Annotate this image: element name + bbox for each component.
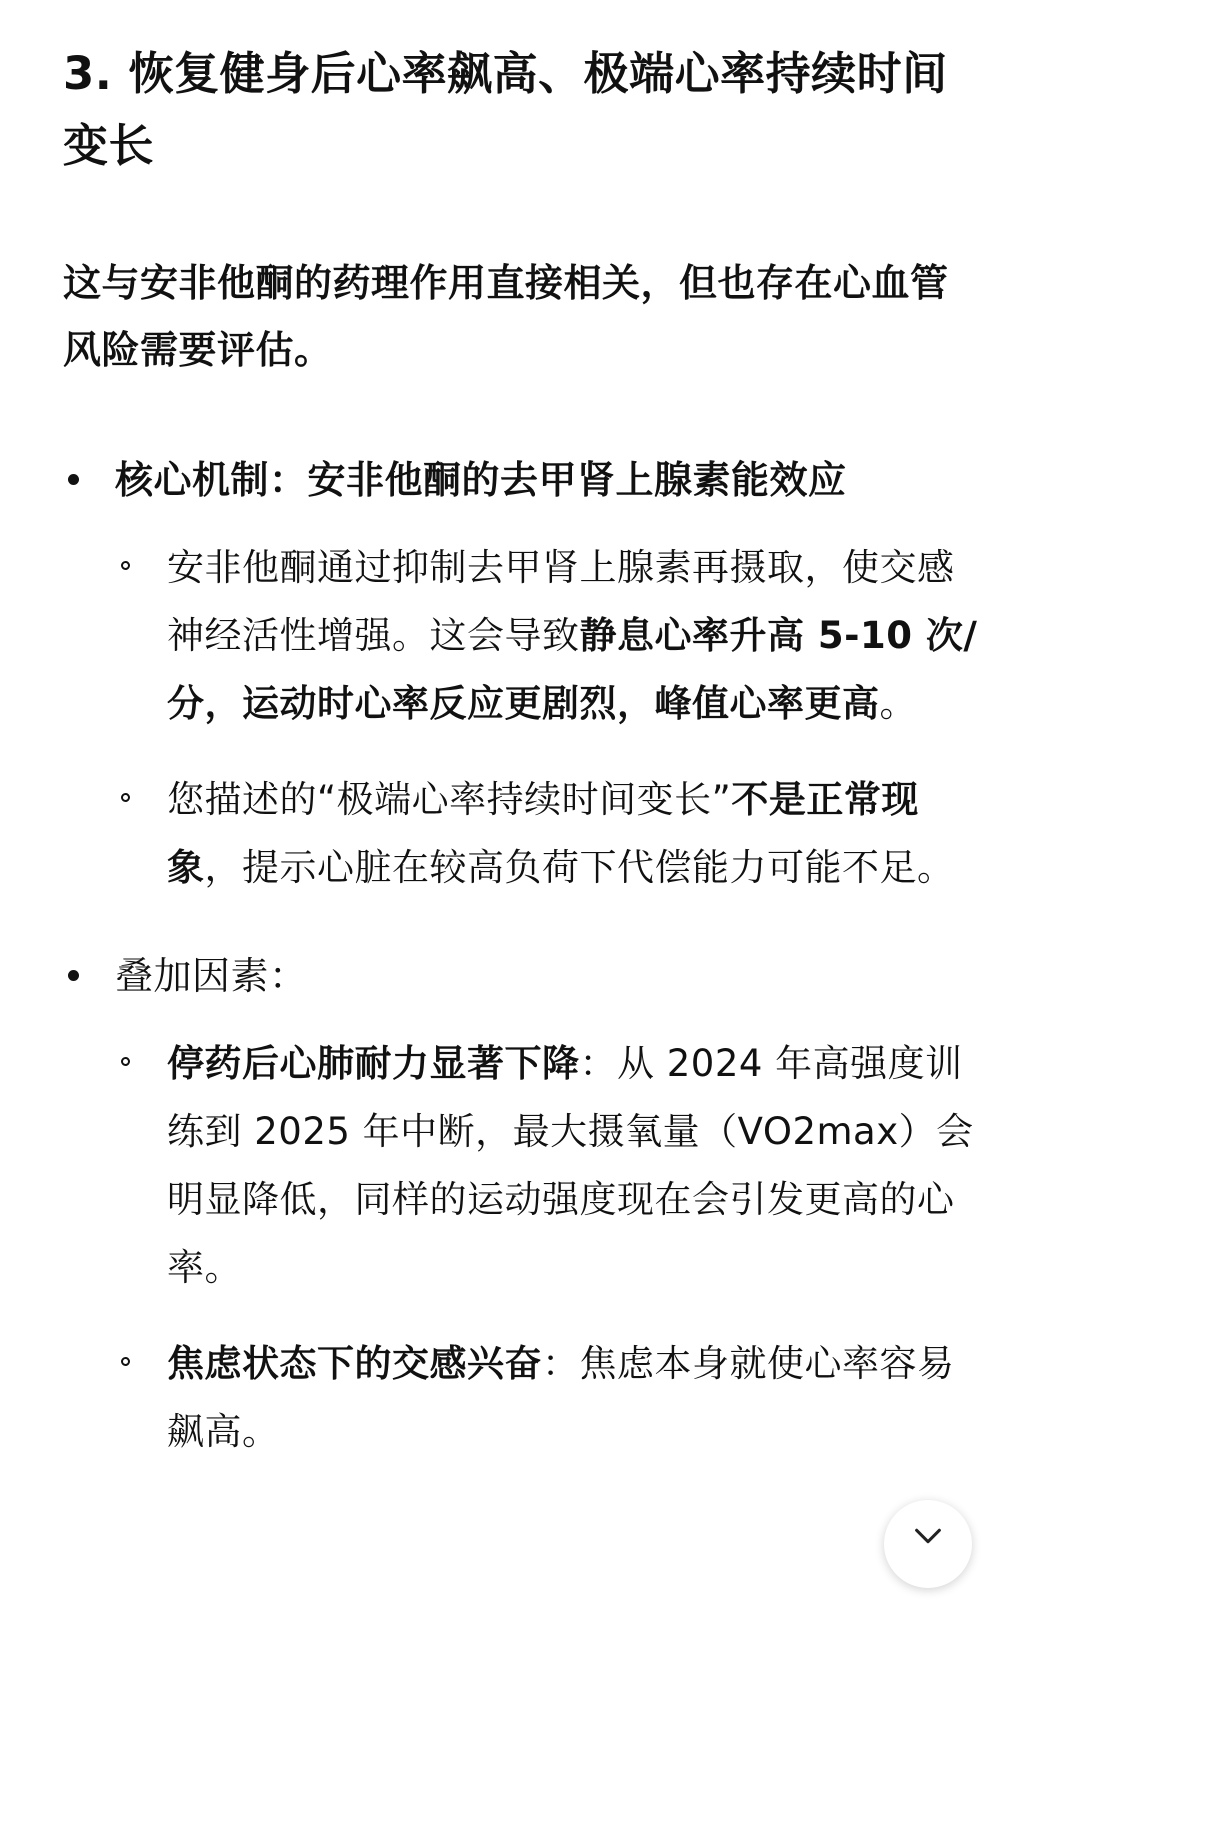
- sub-text-bold: 不是正常现象: [167, 778, 919, 889]
- circle-bullet-icon: [121, 561, 130, 570]
- bullet-dot-icon: [68, 970, 79, 981]
- scroll-down-button[interactable]: [884, 1500, 972, 1588]
- section-heading: 3. 恢复健身后心率飙高、极端心率持续时间变长: [63, 47, 948, 172]
- bullet-item: [63, 946, 983, 1466]
- circle-bullet-icon: [121, 1357, 130, 1366]
- sub-list: [115, 534, 983, 902]
- sub-text: 。: [879, 682, 917, 725]
- sub-text-bold: 静息心率升高 5-10 次/分，运动时心率反应更剧烈，峰值心率更高: [167, 614, 978, 725]
- sub-text: ：从 2024 年高强度训练到 2025 年中断，最大摄氧量（VO2max）会明显降低，同样的运动强度现在会引发更高的心率。: [167, 1042, 974, 1289]
- circle-bullet-icon: [121, 1057, 130, 1066]
- intro-paragraph: 这与安非他酮的药理作用直接相关，但也存在心血管风险需要评估。: [63, 261, 949, 372]
- sub-text: 您描述的“极端心率持续时间变长”: [167, 778, 732, 821]
- sub-text-bold: 停药后心肺耐力显著下降: [167, 1042, 580, 1085]
- bullet-dot-icon: [68, 474, 79, 485]
- bullet-title-text: 核心机制：安非他酮的去甲肾上腺素能效应: [115, 458, 847, 502]
- sub-list: [115, 1030, 983, 1466]
- sub-item: [115, 766, 983, 902]
- sub-text: ：焦虑本身就使心率容易飙高。: [167, 1342, 955, 1453]
- bullet-title: [115, 946, 983, 1006]
- bullet-item: [63, 450, 983, 902]
- sub-item: [115, 534, 983, 738]
- sub-text: 安非他酮通过抑制去甲肾上腺素再摄取，使交感神经活性增强。这会导致: [167, 546, 955, 657]
- sub-item: [115, 1330, 983, 1466]
- bullet-list: [63, 450, 983, 1466]
- sub-item: [115, 1030, 983, 1302]
- bullet-title: [115, 450, 983, 510]
- circle-bullet-icon: [121, 793, 130, 802]
- message-content: [63, 38, 983, 1510]
- bullet-title-text: 叠加因素：: [115, 954, 308, 998]
- sub-text: ，提示心脏在较高负荷下代偿能力可能不足。: [204, 846, 955, 889]
- sub-text-bold: 焦虑状态下的交感兴奋: [167, 1342, 542, 1385]
- chevron-down-icon: [911, 1519, 945, 1553]
